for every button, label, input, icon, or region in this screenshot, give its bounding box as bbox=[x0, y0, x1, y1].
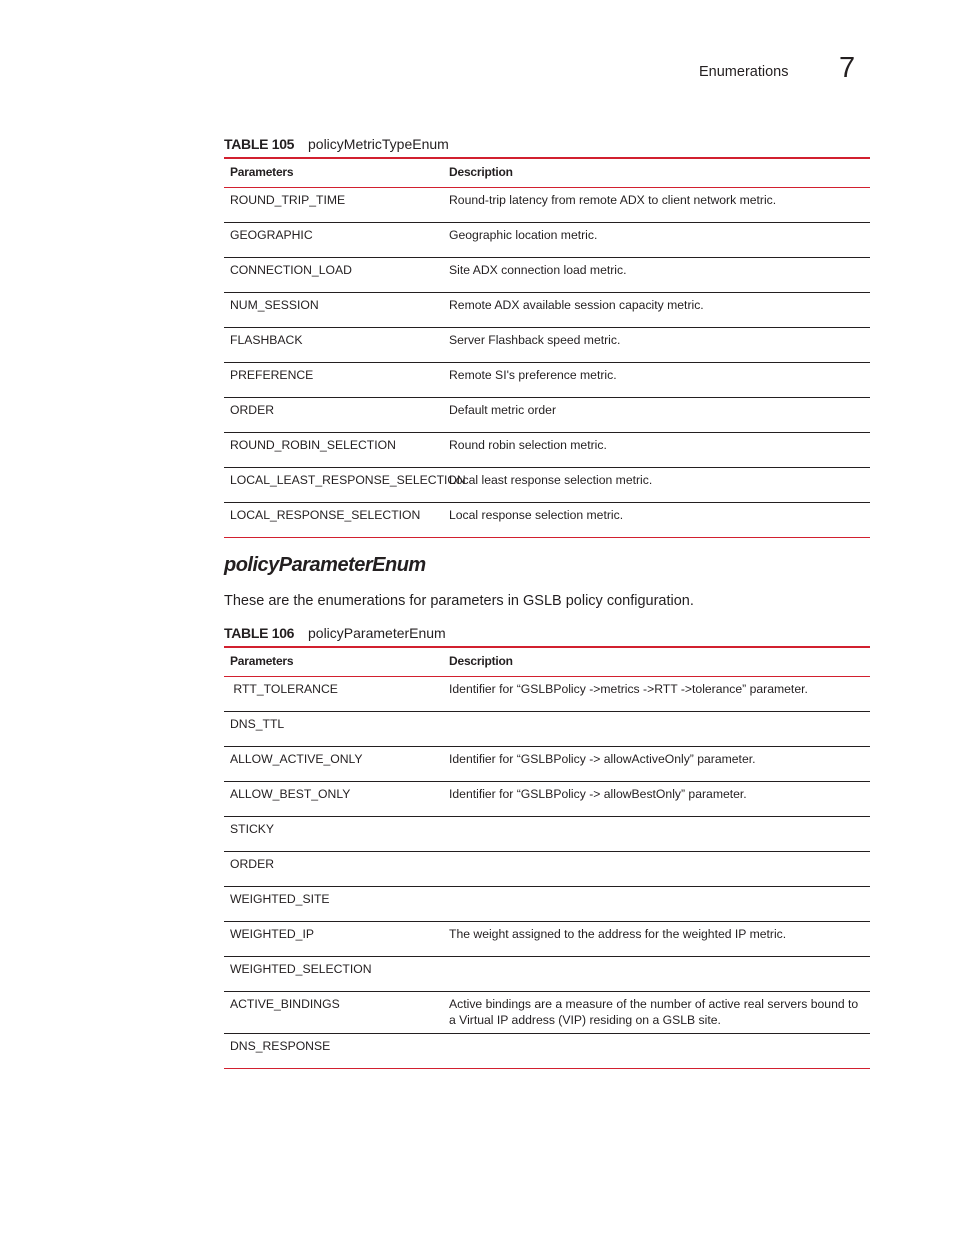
chapter-number: 7 bbox=[839, 52, 856, 84]
table-row bbox=[224, 816, 870, 851]
table-row bbox=[224, 991, 870, 1033]
description-cell: Identifier for “GSLBPolicy ->metrics ->RTT ->tolerance” parameter. bbox=[449, 681, 808, 696]
table-row bbox=[224, 187, 870, 222]
column-header-description: Description bbox=[449, 654, 513, 668]
description-cell: Identifier for “GSLBPolicy -> allowBestOnly” parameter. bbox=[449, 786, 747, 801]
description-cell bbox=[443, 956, 870, 991]
description-cell: Geographic location metric. bbox=[449, 227, 598, 242]
parameter-cell: WEIGHTED_IP bbox=[230, 926, 314, 941]
parameter-cell: ACTIVE_BINDINGS bbox=[230, 996, 340, 1011]
parameter-cell: GEOGRAPHIC bbox=[230, 227, 313, 242]
section-heading: policyParameterEnum bbox=[224, 554, 426, 576]
parameter-cell: DNS_TTL bbox=[230, 716, 285, 731]
table-row bbox=[224, 1033, 870, 1068]
parameter-cell: CONNECTION_LOAD bbox=[230, 262, 352, 277]
table-row bbox=[224, 676, 870, 711]
column-header-parameters: Parameters bbox=[230, 165, 294, 179]
description-cell: Identifier for “GSLBPolicy -> allowActiveOnly” parameter. bbox=[449, 751, 756, 766]
table-row bbox=[224, 292, 870, 327]
description-cell bbox=[443, 711, 870, 746]
table-106-label: TABLE 106 bbox=[224, 625, 295, 641]
parameter-cell: ALLOW_BEST_ONLY bbox=[230, 786, 351, 801]
table-105-label: TABLE 105 bbox=[224, 136, 295, 152]
description-cell bbox=[443, 886, 870, 921]
table-row bbox=[224, 886, 870, 921]
table-row bbox=[224, 956, 870, 991]
parameter-cell: ROUND_ROBIN_SELECTION bbox=[230, 437, 396, 452]
parameter-cell: ALLOW_ACTIVE_ONLY bbox=[230, 751, 363, 766]
table-row bbox=[224, 432, 870, 467]
column-header-description: Description bbox=[449, 165, 513, 179]
table-row bbox=[224, 362, 870, 397]
table-header-row bbox=[224, 647, 870, 676]
table-row bbox=[224, 222, 870, 257]
table-row bbox=[224, 746, 870, 781]
table-header-row bbox=[224, 158, 870, 187]
parameter-cell: FLASHBACK bbox=[230, 332, 303, 347]
table-row bbox=[224, 711, 870, 746]
description-cell: Active bindings are a measure of the number of active real servers bound to a Virtual IP address (VIP) residing on a GSLB site. bbox=[449, 996, 859, 1027]
table-106 bbox=[224, 646, 870, 1069]
parameter-cell: LOCAL_RESPONSE_SELECTION bbox=[230, 507, 421, 522]
description-cell: Round robin selection metric. bbox=[449, 437, 607, 452]
parameter-cell: ORDER bbox=[230, 402, 275, 417]
table-105 bbox=[224, 157, 870, 538]
description-cell: Remote SI's preference metric. bbox=[449, 367, 617, 382]
parameter-cell: ROUND_TRIP_TIME bbox=[230, 192, 346, 207]
table-row bbox=[224, 921, 870, 956]
parameter-cell: WEIGHTED_SELECTION bbox=[230, 961, 372, 976]
description-cell: Server Flashback speed metric. bbox=[449, 332, 621, 347]
parameter-cell: PREFERENCE bbox=[230, 367, 314, 382]
description-cell: Local response selection metric. bbox=[449, 507, 624, 522]
table-106-title: policyParameterEnum bbox=[308, 625, 446, 641]
table-row bbox=[224, 781, 870, 816]
running-header-section: Enumerations bbox=[699, 64, 789, 80]
parameter-cell: DNS_RESPONSE bbox=[230, 1038, 331, 1053]
description-cell: Local least response selection metric. bbox=[449, 472, 653, 487]
table-105-caption bbox=[224, 136, 449, 152]
description-cell bbox=[443, 851, 870, 886]
table-row bbox=[224, 502, 870, 537]
table-row bbox=[224, 327, 870, 362]
parameter-cell: WEIGHTED_SITE bbox=[230, 891, 330, 906]
parameter-cell: NUM_SESSION bbox=[230, 297, 319, 312]
column-header-parameters: Parameters bbox=[230, 654, 294, 668]
description-cell: The weight assigned to the address for the weighted IP metric. bbox=[449, 926, 787, 941]
table-row bbox=[224, 851, 870, 886]
description-cell: Site ADX connection load metric. bbox=[449, 262, 627, 277]
description-cell: Round-trip latency from remote ADX to client network metric. bbox=[449, 192, 777, 207]
intro-paragraph: These are the enumerations for parameters in GSLB policy configuration. bbox=[224, 593, 694, 609]
description-cell bbox=[443, 1033, 870, 1068]
table-row bbox=[224, 257, 870, 292]
description-cell: Remote ADX available session capacity metric. bbox=[449, 297, 704, 312]
parameter-cell: STICKY bbox=[230, 821, 275, 836]
description-cell: Default metric order bbox=[449, 402, 557, 417]
table-row bbox=[224, 397, 870, 432]
parameter-cell: RTT_TOLERANCE bbox=[230, 681, 338, 696]
table-row bbox=[224, 467, 870, 502]
parameter-cell: LOCAL_LEAST_RESPONSE_SELECTION bbox=[230, 472, 466, 487]
table-105-title: policyMetricTypeEnum bbox=[308, 136, 449, 152]
description-cell bbox=[443, 816, 870, 851]
table-106-caption bbox=[224, 625, 446, 641]
parameter-cell: ORDER bbox=[230, 856, 275, 871]
